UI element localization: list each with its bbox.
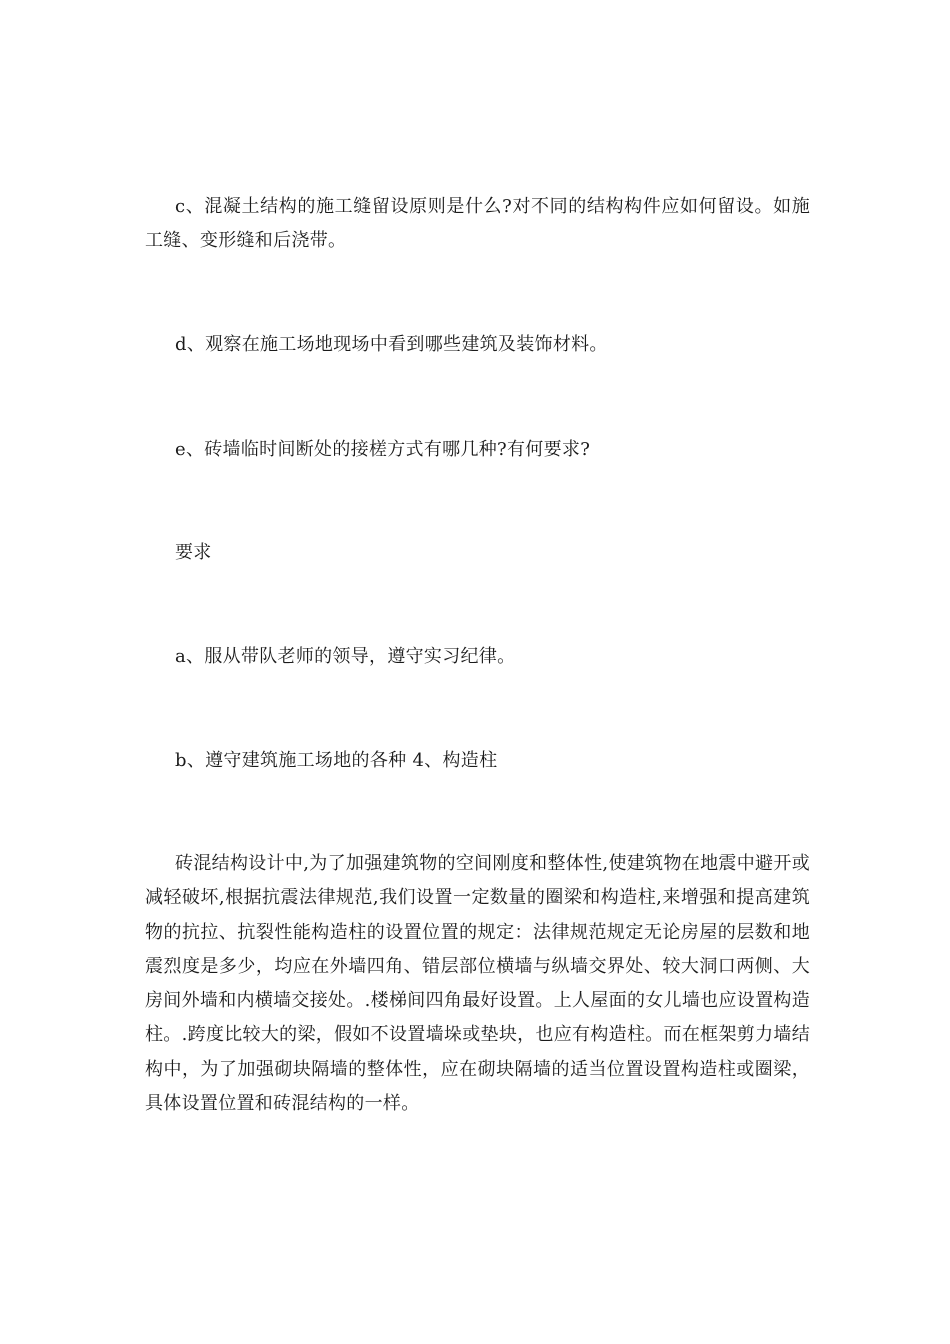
requirements-heading: 要求 [175,542,212,563]
paragraph-requirement-b: b、遵守建筑施工场地的各种 4、构造柱 [175,750,498,771]
paragraph-brick-wall-question: e、砖墙临时间断处的接槎方式有哪几种?有何要求? [175,439,591,460]
paragraph-construction-joint-question: c、混凝土结构的施工缝留设原则是什么?对不同的结构构件应如何留设。如施工缝、变形缝和后浇带。 [145,196,810,251]
paragraph-structural-columns: 砖混结构设计中,为了加强建筑物的空间刚度和整体性,使建筑物在地震中避开或减轻破坏,根据抗震法律规范,我们设置一定数量的圈梁和构造柱,来增强和提高建筑物的抗拉、抗裂性能构造柱的设置位置的规定：法律规范规定无论房屋的层数和地震烈度是多少，均应在外墙四角、错层部位横墙与纵墙交界处、较大洞口两侧、大房间外墙和内横墙交接处。.楼梯间四角最好设置。上人屋面的女儿墙也应设置构造柱。.跨度比较大的梁，假如不设置墙垛或垫块，也应有构造柱。而在框架剪力墙结构中，为了加强砌块隔墙的整体性，应在砌块隔墙的适当位置设置构造柱或圈梁，具体设置位置和砖混结构的一样。 [145,853,810,1115]
paragraph-requirement-a: a、服从带队老师的领导，遵守实习纪律。 [175,646,516,667]
paragraph-materials-question: d、观察在施工场地现场中看到哪些建筑及装饰材料。 [175,334,608,355]
